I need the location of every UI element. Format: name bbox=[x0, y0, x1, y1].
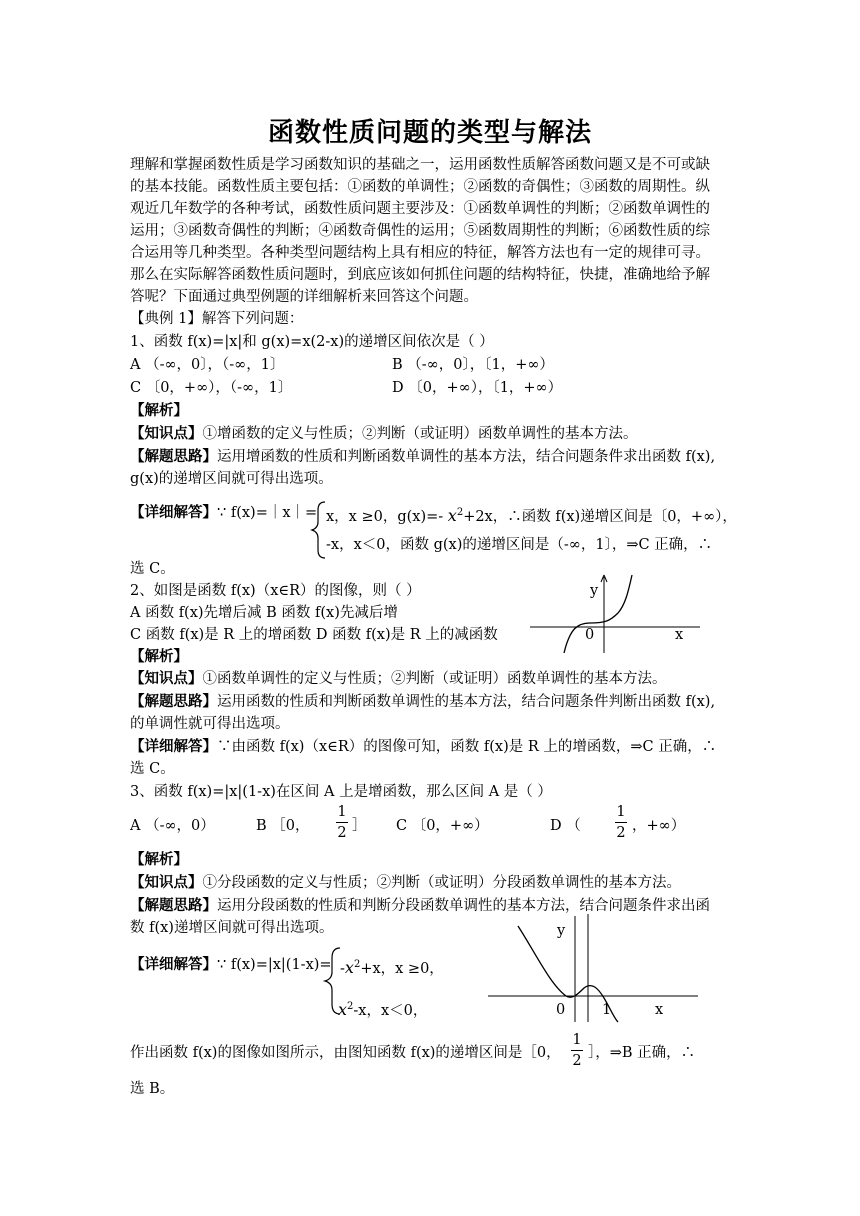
intro-line: 那么在实际解答函数性质问题时，到底应该如何抓住问题的结构特征，快捷，准确地给予解 bbox=[130, 267, 710, 283]
q3-option-d-close: ，+∞） bbox=[632, 818, 686, 834]
q3-analysis-heading: 【解析】 bbox=[130, 851, 188, 868]
q3-conclusion-tail: ］，⇒B 正确，∴ bbox=[588, 1045, 696, 1061]
q1-option-d: D 〔0，+∞），〔1，+∞） bbox=[392, 380, 563, 396]
knowledge-text: ①分段函数的定义与性质；②判断（或证明）分段函数单调性的基本方法。 bbox=[202, 875, 681, 891]
approach-text: 运用增函数的性质和判断函数单调性的基本方法，结合问题条件求出函数 f(x), bbox=[217, 449, 716, 465]
solution-var: x bbox=[447, 505, 457, 525]
q3-approach bbox=[130, 897, 710, 915]
page-title: 函数性质问题的类型与解法 bbox=[267, 118, 592, 148]
q3-graph-one: 1 bbox=[602, 1002, 612, 1018]
solution-text: ∵由函数 f(x)（x∈R）的图像可知，函数 f(x)是 R 上的增函数，⇒C 正确，∴ bbox=[217, 739, 717, 755]
q3-graph-origin: 0 bbox=[556, 1002, 566, 1018]
variable: x bbox=[344, 957, 354, 977]
fraction-one-half bbox=[336, 804, 348, 841]
q3-option-b: B ［0， bbox=[256, 818, 310, 834]
intro-line: 观近几年数学的各种考试，函数性质问题主要涉及：①函数单调性的判断；②函数单调性的 bbox=[130, 201, 710, 217]
approach-text: 运用分段函数的性质和判断分段函数单调性的基本方法，结合问题条件求出函 bbox=[217, 898, 710, 914]
q1-conclusion: 选 C。 bbox=[130, 561, 175, 577]
q2-graph-origin: 0 bbox=[585, 627, 595, 643]
approach-label: 【解题思路】 bbox=[130, 693, 217, 710]
intro-line: 理解和掌握函数性质是学习函数知识的基础之一，运用函数性质解答函数问题又是不可或缺 bbox=[130, 157, 710, 173]
q2-graph-x-label: x bbox=[675, 627, 684, 643]
intro-line: 合运用等几种类型。各种类型问题结构上具有相应的特征，解答方法也有一定的规律可寻。 bbox=[130, 245, 710, 261]
knowledge-label: 【知识点】 bbox=[130, 874, 203, 891]
q1-analysis-heading: 【解析】 bbox=[130, 402, 188, 419]
q1-stem: 1、函数 f(x)=|x|和 g(x)=x(2-x)的递增区间依次是（ ） bbox=[130, 334, 494, 350]
solution-label: 【详细解答】 bbox=[130, 738, 217, 755]
q3-option-b-close: ］ bbox=[352, 818, 367, 834]
fraction-denominator: 2 bbox=[337, 825, 347, 841]
exponent: 2 bbox=[353, 959, 361, 970]
fraction-denominator: 2 bbox=[616, 825, 626, 841]
fraction-numerator: 1 bbox=[616, 804, 626, 820]
q3-case2 bbox=[338, 998, 427, 1020]
q1-solution-case2: -x，x＜0，函数 g(x)的递增区间是（-∞，1〕，⇒C 正确，∴ bbox=[326, 537, 713, 553]
q1-solution bbox=[130, 504, 317, 522]
q2-approach bbox=[130, 693, 715, 711]
q1-option-a: A （-∞，0〕，（-∞，1〕 bbox=[130, 357, 285, 373]
q3-graph-y-label: y bbox=[557, 923, 566, 939]
q1-approach bbox=[130, 448, 715, 466]
knowledge-text: ①增函数的定义与性质；②判断（或证明）函数单调性的基本方法。 bbox=[202, 426, 638, 442]
q1-option-c: C 〔0，+∞），（-∞，1〕 bbox=[130, 380, 293, 396]
q3-option-c: C 〔0，+∞） bbox=[396, 818, 489, 834]
q2-approach-cont: 的单调性就可得出选项。 bbox=[130, 716, 290, 732]
q3-option-a: A （-∞，0） bbox=[130, 818, 215, 834]
minus-sign: - bbox=[340, 960, 345, 977]
fraction-numerator: 1 bbox=[572, 1032, 582, 1048]
q3-function-graph bbox=[488, 914, 698, 1022]
approach-label: 【解题思路】 bbox=[130, 897, 217, 914]
q2-knowledge bbox=[130, 670, 667, 688]
example-header: 【典例 1】解答下列问题： bbox=[130, 311, 304, 327]
q2-analysis-heading: 【解析】 bbox=[130, 648, 188, 665]
q3-final: 选 B。 bbox=[130, 1081, 175, 1097]
q1-solution-case1 bbox=[326, 504, 737, 526]
fraction-denominator: 2 bbox=[572, 1053, 582, 1069]
q3-knowledge bbox=[130, 874, 681, 892]
solution-label: 【详细解答】 bbox=[130, 956, 217, 973]
exponent: 2 bbox=[347, 1001, 354, 1012]
q2-graph-y-label: y bbox=[590, 583, 599, 599]
solution-text: ∵ f(x)=｜x｜= bbox=[217, 505, 318, 521]
fraction-one-half bbox=[571, 1032, 583, 1069]
q3-solution bbox=[130, 956, 332, 974]
approach-label: 【解题思路】 bbox=[130, 448, 217, 465]
solution-text: +2x，∴函数 f(x)递增区间是〔0，+∞）， bbox=[463, 508, 737, 525]
case-text: +x，x ≥0， bbox=[360, 960, 444, 977]
fraction-numerator: 1 bbox=[337, 804, 347, 820]
q1-knowledge bbox=[130, 425, 638, 443]
q2-stem: 2、如图是函数 f(x)（x∈R）的图像，则（ ） bbox=[130, 583, 421, 599]
knowledge-label: 【知识点】 bbox=[130, 670, 203, 687]
solution-label: 【详细解答】 bbox=[130, 504, 217, 521]
exponent: 2 bbox=[456, 507, 464, 518]
q3-graph-x-label: x bbox=[655, 1002, 664, 1018]
variable: x bbox=[338, 999, 348, 1019]
q3-option-d: D （ bbox=[550, 818, 581, 834]
case-text: -x，x＜0， bbox=[353, 1002, 428, 1019]
q3-case1 bbox=[340, 956, 444, 978]
q3-conclusion: 作出函数 f(x)的图像如图所示，由图知函数 f(x)的递增区间是［0， bbox=[130, 1045, 561, 1061]
approach-text: 运用函数的性质和判断函数单调性的基本方法，结合问题条件判断出函数 f(x), bbox=[217, 694, 716, 710]
solution-text: x，x ≥0，g(x)=- bbox=[326, 508, 444, 525]
q3-approach-cont: 数 f(x)递增区间就可得出选项。 bbox=[130, 920, 334, 936]
q2-options-cd: C 函数 f(x)是 R 上的增函数 D 函数 f(x)是 R 上的减函数 bbox=[130, 627, 498, 643]
fraction-one-half bbox=[615, 804, 627, 841]
q1-approach-cont: g(x)的递增区间就可得出选项。 bbox=[130, 471, 333, 487]
knowledge-label: 【知识点】 bbox=[130, 425, 203, 442]
intro-line: 运用；③函数奇偶性的判断；④函数奇偶性的运用；⑤函数周期性的判断；⑥函数性质的综 bbox=[130, 223, 710, 239]
q3-stem: 3、函数 f(x)=|x|(1-x)在区间 A 上是增函数，那么区间 A 是（ ） bbox=[130, 784, 552, 800]
knowledge-text: ①函数单调性的定义与性质；②判断（或证明）函数单调性的基本方法。 bbox=[202, 671, 667, 687]
q2-solution bbox=[130, 738, 716, 756]
q2-conclusion: 选 C。 bbox=[130, 761, 175, 777]
intro-line: 的基本技能。函数性质主要包括：①函数的单调性；②函数的奇偶性；③函数的周期性。纵 bbox=[130, 179, 710, 195]
q1-option-b: B （-∞，0〕，〔1，+∞） bbox=[392, 357, 554, 373]
q2-options-ab: A 函数 f(x)先增后减 B 函数 f(x)先减后增 bbox=[130, 605, 398, 621]
intro-line: 答呢？下面通过典型例题的详细解析来回答这个问题。 bbox=[130, 289, 478, 305]
solution-text: ∵ f(x)=|x|(1-x)= bbox=[217, 957, 332, 973]
